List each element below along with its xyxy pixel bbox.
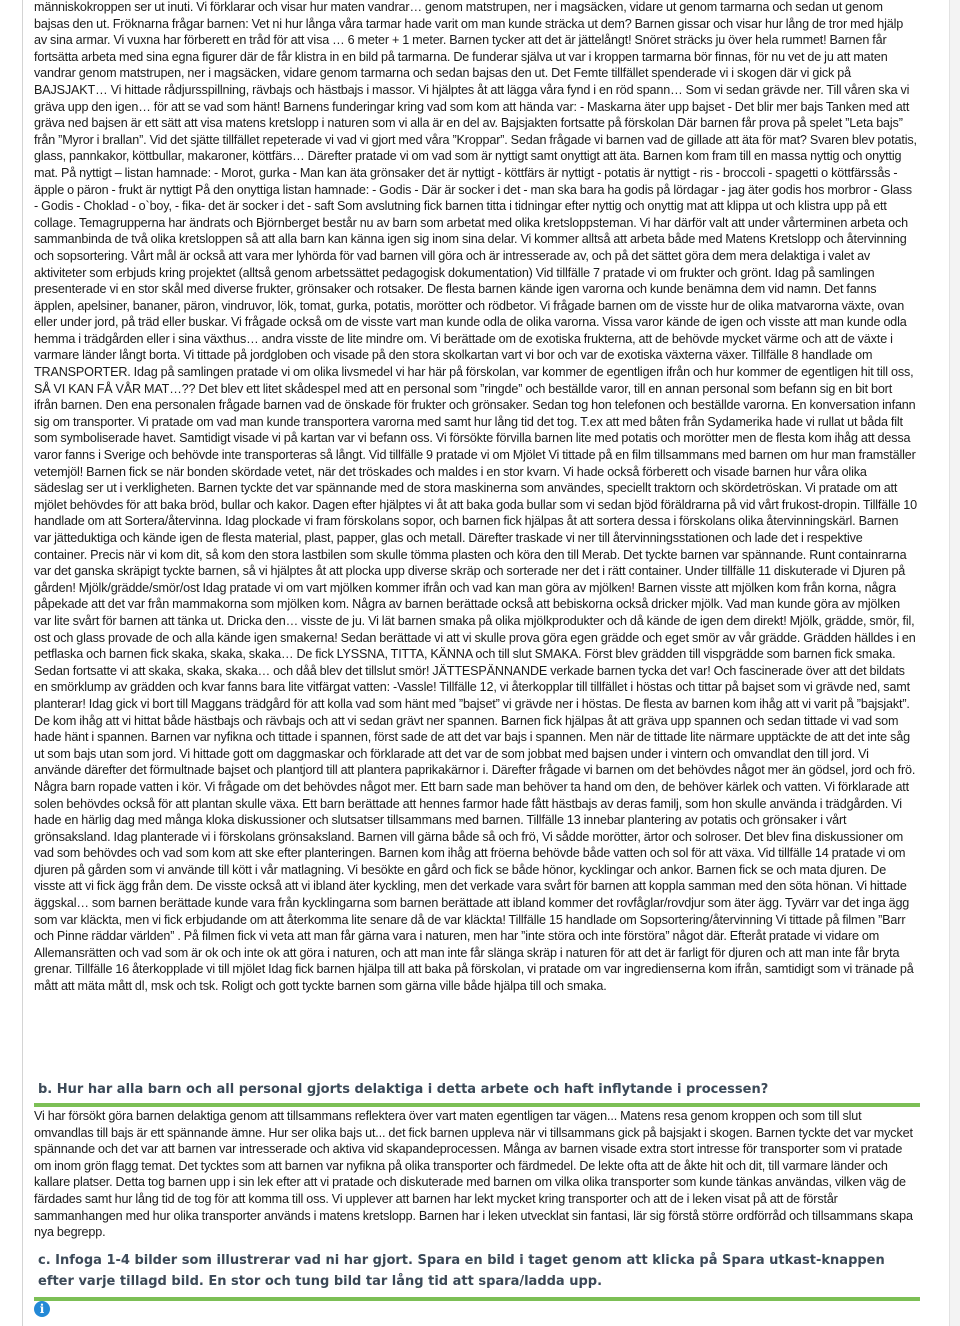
question-c-underline (34, 1297, 920, 1301)
scrollbar-track[interactable] (949, 0, 960, 1326)
question-b-heading: b. Hur har alla barn och all personal gjorts delaktiga i detta arbete och haft inflytande i processen? (38, 1082, 769, 1097)
info-icon[interactable]: i (34, 1301, 50, 1317)
answer-b-text[interactable]: Vi har försökt göra barnen delaktiga genom att tillsammans reflektera över vart maten egentligen tar vägen... Matens resa genom kroppen och som till slut omvandlas till bajs är ett spännande ämne. Hur ser olika bajs ut... det fick barnen uppleva när vi tillsammans gick på bajsjakt i skogen. Barnen tyckte det var mycket spännande och det var att barnen var intresserade och aktiva vid skapandeprocessen. Många av barnen visade extra stort intresse för transporter som vi pratade om inom grön flagg temat. Det tycktes som att barnen var nyfikna på olika transporter och färdmedel. De lekte ofta att de åkte hit och dit, till varmare länder och kallare platser. Detta tog barnen upp i sin lek efter att vi pratade och diskuterade med barnen om vilka olika transporter som kunde tänkas användas, vilken väg de färdades samt hur lång tid de tog för att komma till oss. Vi upplever att barnen har lekt mycket kring transporter och att de i leken visat på att de förstår sammanhangen med hur olika transporter används i matens kretslopp. Barnen har i leken utvecklat sin fantasi, lär sig förstå större ordförråd och tillsammans skapa nya begrepp. (34, 1109, 913, 1240)
answer-a-text: människokroppen ser ut inuti. Vi förklarar och visar hur maten vandrar… genom matstrupen, ner i magsäcken, vidare ut genom tarmarna och sedan ut genom bajsas den ut. Fröknarna frågar barnen: Vet ni hur långa våra tarmar hade varit om man kunde sträcka ut dem? Barnen gissar och visar hur lång de tror med hjälp av sina armar. Vi vuxna har förberett en tråd för att visa … 6 meter + 1 meter. Barnen tycker att det är jättelångt! Snöret sträcks ju över hela rummet! Barnen får fortsätta arbeta med sina egna figurer där de får klistra in en bild på tarmarna. De funderar själva ut var i kroppen tarmarna bör finnas, för nu vet de ju att maten vandrar genom matstrupen, ner i magsäcken, vidare genom tarmarna och sedan bajsas den ut. Det Femte tillfället spenderade vi i skogen där vi gick på BAJSJAKT… Vi hittade rådjursspillning, rävbajs och hästbajs i massor. Vi hjälptes åt att lägga våra fynd i en röd spann… Som vi sedan grävde ner. Till våren ska vi gräva upp den igen… för att se vad som hänt! Barnens funderingar kring vad som kom att hända var: - Maskarna äter upp bajset - Det blir mer bajs Tanken med att gräva ned bajsen är ett sätt att visa matens kretslopp i naturen som vi alla är en del av. Bajsjakten fortsatte på förskolan Där barnen får prova på spelet ”Leta bajs” från ”Myror i brallan”. Vid det sjätte tillfället repeterade vi vad vi gjort med våra ”Kroppar”. Sedan frågade vi barnen vad de gillade att äta för mat? Svaren blev potatis, glass, pannkakor, köttbullar, makaroner, köttfärs… Därefter pratade vi om vad som är nyttigt samt onyttigt att äta. Barnen kom fram till en massa nyttig och onyttig mat. På nyttigt – listan hamnade: - Morot, gurka - Man kan äta grönsaker det är nyttigt - köttfärs är nyttigt - potatis är nyttigt - ris - broccoli - spagetti o köttfärssås - äpple o päron - frukt är nyttigt På den onyttiga listan hamnade: - Godis - Där är socker i det - man ska bara ha godis på lördagar - jag äter godis hos morbror - Glass - Godis - Choklad - o`boy, - fika- det är socker i det - saft Som avslutning fick barnen titta i tidningar efter nyttig och onyttig mat att klippa ut och klistra upp på ett collage. Temagrupperna har ändrats och Björnberget består nu av barn som arbetat med olika kretsloppsteman. Vi har därför valt att under vårterminen arbeta och sammanbinda de två olika kretsloppen så att alla barn kan känna igen sig inom sina delar. Vi kommer alltså att arbeta både med Matens Kretslopp och återvinning och sopsortering. Vårt mål är också att vara mer lyhörda för vad barnen vill göra och är intresserade av, och på det sättet göra dem mera delaktiga i valet av aktiviteter som erbjuds kring projektet (alltså genom arbetssättet pedagogisk dokumentation) Vid tillfälle 7 pratade vi om frukter och grönt. Idag på samlingen presenterade vi en stor skål med diverse frukter, grönsaker och rotsaker. De flesta barnen kände igen varorna och kunde benämna dem vid namn. Det fanns äpplen, apelsiner, bananer, päron, vindruvor, lök, tomat, gurka, potatis, morötter och rödbetor. Vi frågade barnen om de visste hur de olika matvarorna växte, ovan eller under jord, på träd eller buskar. Vi frågade också om de visste vart man kunde odla de olika varorna. Vissa varor kände de igen och visste att man kunde odla hemma i trädgården eller i sina växthus… andra visste de lite mindre om. Vi berättade om de exotiska frukterna, att de behövde mycket värme och att de växte i varmare länder långt borta. Vi tittade på jordgloben och visade på den stora skolkartan vart vi bor och var de exotiska växterna växer. Tillfälle 8 handlade om TRANSPORTER. Idag på samlingen pratade vi om olika livsmedel vi har här på förskolan, var kommer de egentligen ifrån och hur kommer de egentligen hit till oss, SÅ VI KAN FÅ VÅR MAT…?? Det blev ett litet skådespel med att en personal som ”ringde” och beställde varor, till en annan personal som befann sig en bit bort ifrån barnen. Den ena personalen frågade barnen vad de önskade för frukter och grönsaker. Sedan tog hon telefonen och beställde varorna. En konversation infann sig om transporter. Vi pratade om vad man kunde transportera varorna med samt hur lång tid det tog. T.ex att med båten från Sydamerika hade vi rullat ut båda filt som symboliserade havet. Samtidigt visade vi på kartan var vi befann oss. Vi försökte förvilla barnen lite med potatis och morötter men de flesta kom ihåg att dessa varor fanns i Sverige och behövde inte transporteras så långt. Vid tillfälle 9 pratade vi om Mjölet Vi tittade på en film tillsammans med barnen om hur man framställer vetemjöl! Barnen fick se när bonden skördade vetet, när det tröskades och maldes i en stor kvarn. Vi hade också förberett och visade barnen hur våra olika sädeslag ser ut i verkligheten. Barnen tyckte det var spännande med de stora maskinerna som användes, speciellt traktorn och skördetröskan. Vi pratade om att mjölet behövdes för att baka bröd, bullar och kakor. Dagen efter hjälptes vi åt att baka goda bullar som vi sedan bjöd föräldrarna på vid vårt frukost-dropin. Tillfälle 10 handlade om att Sortera/återvinna. Idag plockade vi fram förskolans sopor, och barnen fick hjälpas åt att sortera dessa i förskolans olika återvinningskärl. Barnen var jätteduktiga och kände igen de flesta material, plast, papper, glas och metall. Därefter traskade vi ner till återvinningsstationen och lade det i respektive container. Precis när vi kom dit, så kom den stora lastbilen som skulle tömma plasten och köra den till Merab. Det tyckte barnen var spännande. Runt containrarna var det ganska skräpigt tyckte barnen, så vi hjälptes åt att plocka upp diverse skräp och sorterade ner det i rätt container. Under tillfälle 11 diskuterade vi Djuren på gården! Mjölk/grädde/smör/ost Idag pratade vi om vart mjölken kommer ifrån och vad kan man göra av mjölken! Barnen visste att mjölken kom från korna, några påpekade att det var från mammakorna som mjölken kom. Några av barnen berättade också att bebiskorna också dricker mjölk. Vad man kunde göra av mjölken var lite svårt för barnen att tänka ut. Dricka den… visste de ju. Vi lät barnen smaka på olika mjölkprodukter och då kände de igen dem direkt! Mjölk, grädde, smör, fil, ost och glass provade de och alla kände igen smakerna! Sedan berättade vi att vi skulle prova göra egen grädde och eget smör av vår grädde. Grädden hälldes i en petflaska och barnen fick skaka, skaka, skaka… De fick LYSSNA, TITTA, KÄNNA och till slut SMAKA. Först blev grädden till vispgrädde som barnen fick smaka. Sedan fortsatte vi att skaka, skaka, skaka… och dåå blev det tillslut smör! JÄTTESPÄNNANDE verkade barnen tycka det var! Och fascinerade över att det bildats en smörklump av grädden och kvar fanns bara lite vitfärgat vatten: -Vassle! Tillfälle 12, vi återkopplar till tillfället i höstas och tittar på bajset som vi grävde ned, samt planterar! Idag gick vi bort till Maggans trädgård för att kolla vad som hänt med ”bajset” vi grävde ner i höstas. De flesta av barnen kom ihåg att vi varit på ”bajsjakt”. De kom ihåg att vi hittat både hästbajs och rävbajs och att vi sedan grävt ner spannen. Barnen fick hjälpas åt att gräva upp spannen och sedan tittade vi vad som hade hänt i spannen. Barnen var nyfikna och tittade i spannen, först sade de att det var bajs i spannen. Men när de tittade lite närmare upptäckte de att det inte såg ut som bajs utan som jord. Vi hittade gott om daggmaskar och förklarade att det var de som jobbat med bajsen under i vintern och omvandlat den till jord. Vi använde därefter det förmultnade bajset och plantjord till att plantera paprikakärnor i. Därefter frågade vi barnen om det behövdes något mer än gödsel, jord och frö. Några barn ropade vatten i kör. Vi frågade om det behövdes något mer. Ett barn sade man behöver ta hand om den, de behöver kärlek och vatten. Vi förklarade att solen behövdes också för att plantan skulle växa. Ett barn berättade att hennes farmor hade fått hästbajs av deras familj, som hon skulle använda i trädgården. Vi hade en härlig dag med många kloka diskussioner och slutsatser tillsammans med barnen. Tillfälle 13 innebar plantering av potatis och grönsaker i vårt grönsaksland. Idag planterade vi i förskolans grönsaksland. Barnen vill gärna både så och frö, Vi sådde morötter, ärtor och solroser. Det blev fina diskussioner om vad som behövdes och vad som kom att ske efter planteringen. Barnen kom ihåg att fröerna behövde både vatten och sol för att växa. Vid tillfälle 14 pratade vi om djuren på gården som vi använde till kött i vår matlagning. Vi besökte en gård och fick se både hönor, kycklingar och ankor. Barnen fick se och mata djuren. De visste att vi fick ägg från dem. De visste också att vi ibland äter kyckling, men det verkade vara svårt för barnen att koppla samman med den söta hönan. Vi hittade äggskal… som barnen berättade kunde vara från kycklingarna som barnen berättade att ibland kommer det rovfåglar/rovdjur som äter ägg. Tyvärr var det inga ägg som var kläckta, men vi fick erbjudande om att återkomma lite senare då de var kläckta! Tillfälle 15 handlade om Sopsortering/återvinning Vi tittade på filmen ”Barr och Pinne räddar världen” . På filmen fick vi veta att man får gärna vara i naturen, men har ”inte störa och inte förstöra” något där. Efteråt pratade vi vidare om Allemansrätten och vad som är ok och inte ok att göra i naturen, och att man inte får slänga skräp i naturen för att det är farligt för djuren och att man inte får bryta grenar. Tillfälle 16 återkopplade vi till mjölet Idag fick barnen hjälpa till att baka på förskolan, vi pratade om var ingredienserna kom ifrån, samtidigt som vi tränade på mått att mäta mått dl, msk och tsk. Roligt och gott tyckte barnen som gärna ville både hjälpa till och smaka. (34, 0, 918, 994)
question-b-underline (34, 1103, 920, 1107)
question-c-heading: c. Infoga 1-4 bilder som illustrerar vad ni har gjort. Spara en bild i taget genom att klicka på Spara utkast-knappen efter varje tillagd bild. En stor och tung bild tar lång tid att spara/ladda upp. (38, 1253, 885, 1289)
